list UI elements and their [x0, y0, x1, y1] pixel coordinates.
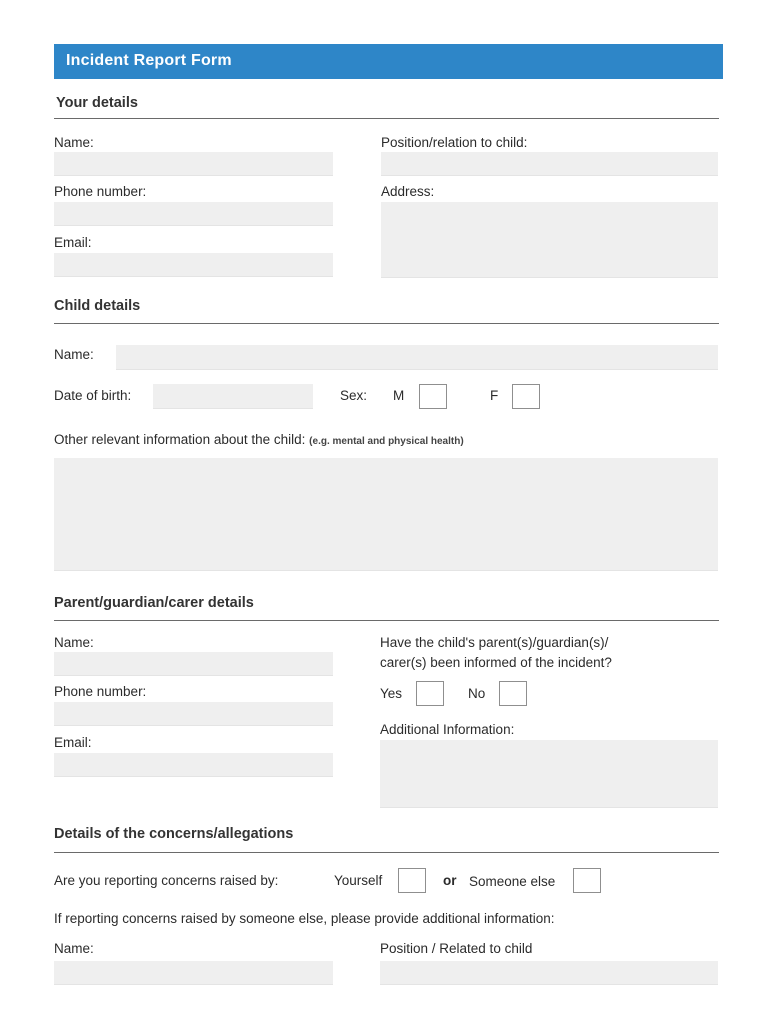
section-divider	[54, 620, 719, 621]
informed-question-line1: Have the child's parent(s)/guardian(s)/	[380, 635, 609, 650]
yourself-label: Yourself	[334, 873, 383, 888]
sex-f-checkbox[interactable]	[512, 384, 540, 409]
parent-email-field[interactable]	[54, 753, 333, 777]
your-email-field[interactable]	[54, 253, 333, 277]
parent-phone-label: Phone number:	[54, 684, 147, 699]
reporting-question: Are you reporting concerns raised by:	[54, 873, 279, 888]
section-heading-child-details: Child details	[54, 298, 141, 314]
additional-info-label: Additional Information:	[380, 722, 515, 737]
parent-phone-field[interactable]	[54, 702, 333, 726]
informed-no-checkbox[interactable]	[499, 681, 527, 706]
your-phone-label: Phone number:	[54, 184, 147, 199]
form-title-banner: Incident Report Form	[54, 44, 723, 79]
concern-name-field[interactable]	[54, 961, 333, 985]
sex-m-checkbox[interactable]	[419, 384, 447, 409]
yourself-checkbox[interactable]	[398, 868, 426, 893]
dob-field[interactable]	[153, 384, 313, 409]
section-divider	[54, 118, 719, 119]
section-divider	[54, 323, 719, 324]
or-label: or	[443, 873, 457, 888]
parent-name-label: Name:	[54, 635, 94, 650]
your-email-label: Email:	[54, 235, 92, 250]
your-phone-field[interactable]	[54, 202, 333, 226]
informed-no-label: No	[468, 686, 486, 701]
informed-question-line2: carer(s) been informed of the incident?	[380, 655, 612, 670]
someone-else-checkbox[interactable]	[573, 868, 601, 893]
your-name-field[interactable]	[54, 152, 333, 176]
sex-label: Sex:	[340, 388, 368, 403]
other-info-hint: (e.g. mental and physical health)	[309, 436, 464, 447]
position-field[interactable]	[381, 152, 718, 176]
someone-else-prompt: If reporting concerns raised by someone else, please provide additional information:	[54, 911, 555, 926]
child-name-label: Name:	[54, 347, 94, 362]
concern-position-label: Position / Related to child	[380, 941, 533, 956]
section-divider	[54, 852, 719, 853]
sex-m-label: M	[393, 388, 405, 403]
position-label: Position/relation to child:	[381, 135, 528, 150]
address-label: Address:	[381, 184, 435, 199]
section-heading-parent-details: Parent/guardian/carer details	[54, 595, 254, 611]
someone-else-label: Someone else	[469, 874, 556, 889]
other-info-label	[54, 432, 464, 447]
dob-label: Date of birth:	[54, 388, 132, 403]
parent-name-field[interactable]	[54, 652, 333, 676]
section-heading-your-details: Your details	[56, 95, 138, 111]
concern-position-field[interactable]	[380, 961, 718, 985]
other-info-field[interactable]	[54, 458, 718, 571]
address-field[interactable]	[381, 202, 718, 278]
informed-yes-label: Yes	[380, 686, 403, 701]
additional-info-field[interactable]	[380, 740, 718, 808]
parent-email-label: Email:	[54, 735, 92, 750]
child-name-field[interactable]	[116, 345, 718, 370]
other-info-label-text: Other relevant information about the child:	[54, 432, 306, 447]
informed-yes-checkbox[interactable]	[416, 681, 444, 706]
section-heading-concerns: Details of the concerns/allegations	[54, 826, 294, 842]
sex-f-label: F	[490, 388, 499, 403]
your-name-label: Name:	[54, 135, 94, 150]
concern-name-label: Name:	[54, 941, 94, 956]
